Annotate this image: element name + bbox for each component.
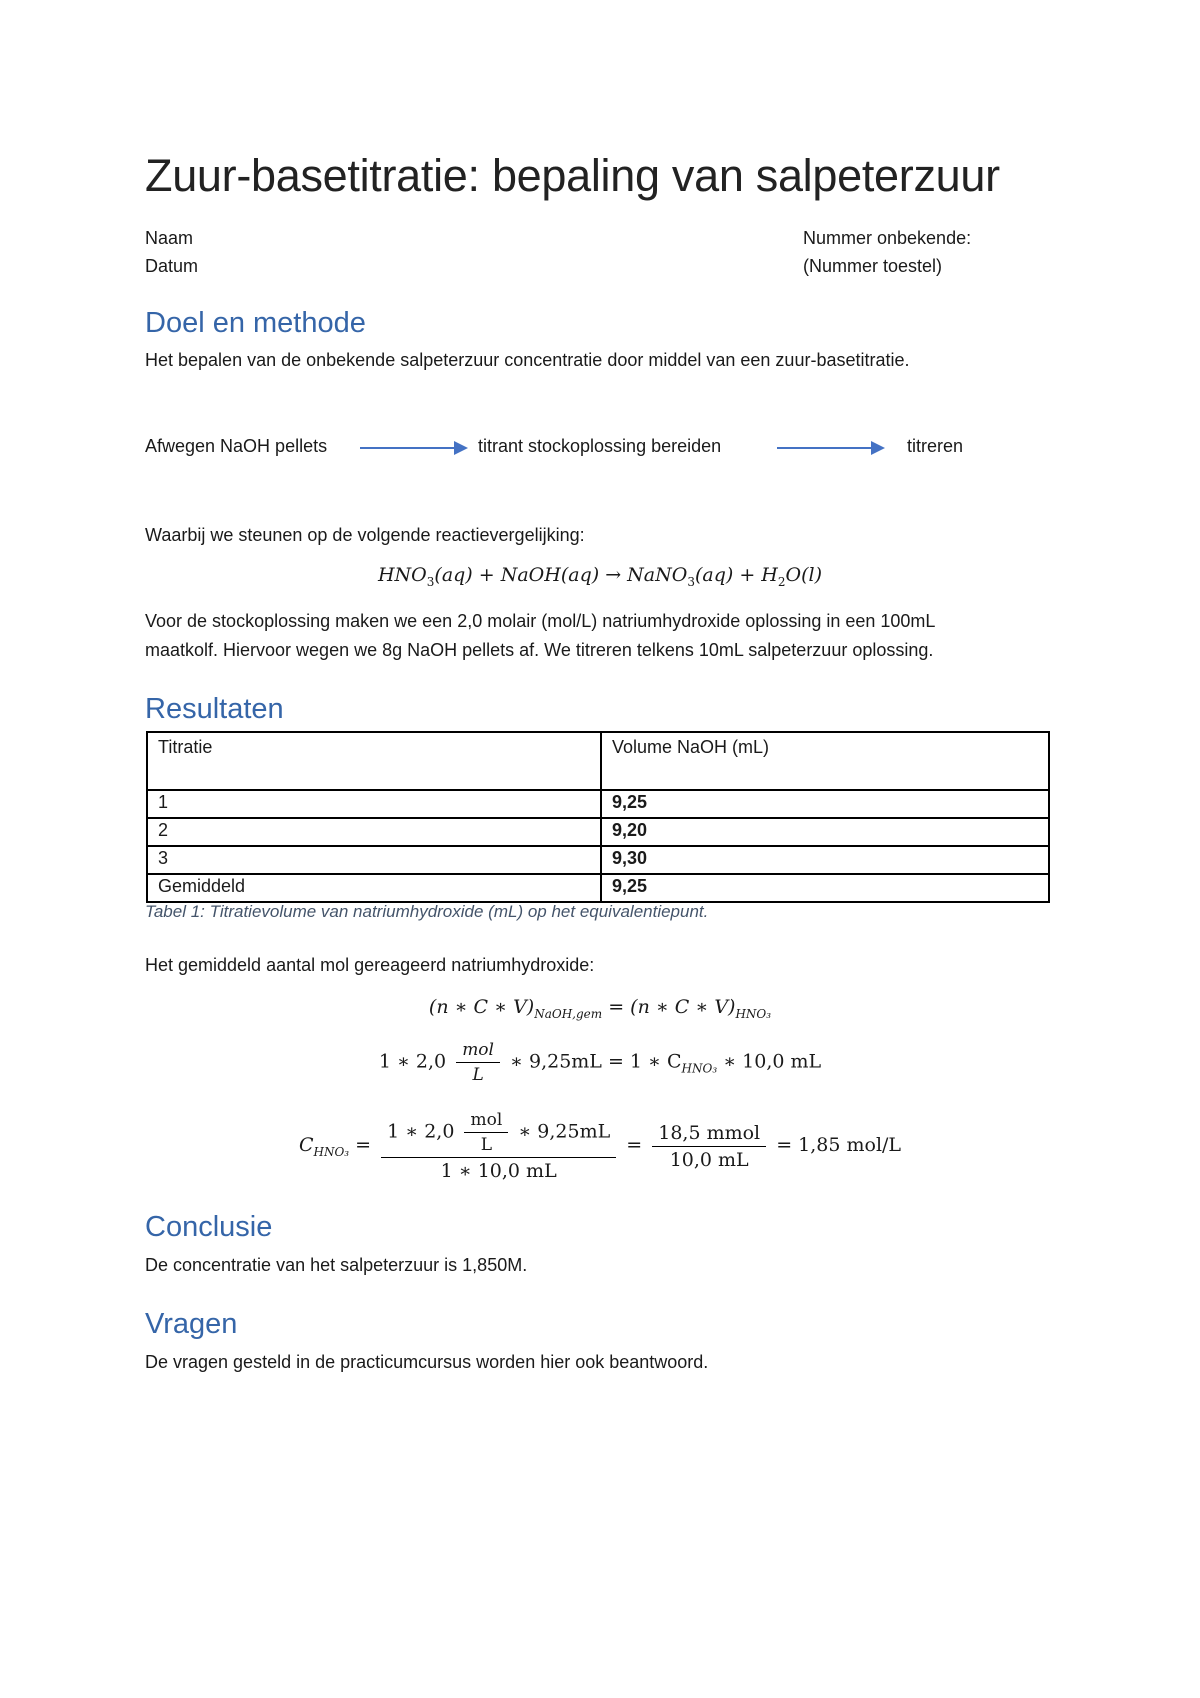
flow-arrow-2 bbox=[777, 447, 883, 449]
naam-label: Naam bbox=[145, 228, 194, 248]
page-title: Zuur-basetitratie: bepaling van salpeterzuur bbox=[145, 150, 1000, 201]
table-cell: 9,25 bbox=[601, 790, 1049, 818]
stock-text-line-2: maatkolf. Hiervoor wegen we 8g NaOH pellets af. We titreren telkens 10mL salpeterzuur oplossing. bbox=[145, 640, 934, 660]
table-row bbox=[147, 846, 1049, 874]
stock-text-line-1: Voor de stockoplossing maken we een 2,0 molair (mol/L) natriumhydroxide oplossing in een 100mL bbox=[145, 611, 936, 631]
doel-intro: Het bepalen van de onbekende salpeterzuur concentratie door middel van een zuur-basetitratie. bbox=[145, 350, 910, 370]
equation-3: $C_{HNO_3}$ = 1 ∗ 2,0 $\frac{\text{mol}}{L}$ ∗ 9,25mL 1 ∗ 10,0 mL = $\frac{\text{18,5 mmol}}{10,0 mL}$ = 1,85 mol/L bbox=[298, 1110, 902, 1182]
table-cell: 1 bbox=[147, 790, 601, 818]
section-heading-conclusie: Conclusie bbox=[145, 1211, 273, 1243]
table-cell: Gemiddeld bbox=[147, 874, 601, 902]
results-table bbox=[146, 731, 1050, 903]
table-header-cell: Titratie bbox=[147, 732, 601, 790]
section-heading-resultaten: Resultaten bbox=[145, 693, 284, 725]
table-cell: 9,25 bbox=[601, 874, 1049, 902]
flow-step-3: titreren bbox=[907, 436, 964, 456]
flow-step-1: Afwegen NaOH pellets bbox=[145, 436, 328, 456]
table-row bbox=[147, 790, 1049, 818]
table-cell: 2 bbox=[147, 818, 601, 846]
table-header-cell: Volume NaOH (mL) bbox=[601, 732, 1049, 790]
nummer-onbekende-label: Nummer onbekende: bbox=[803, 228, 972, 248]
table-row bbox=[147, 818, 1049, 846]
equation-2: 1 ∗ 2,0 $\frac{\text{mol}}{L}$ ∗ 9,25mL = 1 ∗ $C_{HNO_3}$ ∗ 10,0 mL bbox=[378, 1040, 822, 1085]
section-heading-doel: Doel en methode bbox=[145, 307, 366, 339]
equation-1: (n ∗ C ∗ $V)_{NaOH,gem} = (n$ ∗ C ∗ $V)_{HNO_3}$ bbox=[428, 996, 772, 1021]
table-cell: 9,20 bbox=[601, 818, 1049, 846]
datum-label: Datum bbox=[145, 256, 199, 276]
vragen-text: De vragen gesteld in de practicumcursus worden hier ook beantwoord. bbox=[145, 1352, 709, 1372]
table-row bbox=[147, 874, 1049, 902]
table-cell: 9,30 bbox=[601, 846, 1049, 874]
reaction-intro: Waarbij we steunen op de volgende reactievergelijking: bbox=[145, 525, 585, 545]
table-cell: 3 bbox=[147, 846, 601, 874]
mol-intro: Het gemiddeld aantal mol gereageerd natriumhydroxide: bbox=[145, 955, 595, 975]
section-heading-vragen: Vragen bbox=[145, 1308, 238, 1340]
nummer-toestel-label: (Nummer toestel) bbox=[803, 256, 943, 276]
flow-arrow-1 bbox=[360, 447, 466, 449]
flow-step-2: titrant stockoplossing bereiden bbox=[478, 436, 722, 456]
table-header-row bbox=[147, 732, 1049, 790]
table-caption: Tabel 1: Titratievolume van natriumhydroxide (mL) op het equivalentiepunt. bbox=[145, 902, 709, 921]
reaction-equation: $HNO_3(aq)$ + NaOH(aq) → NaNO$_3$(aq) + $H_2O(l)$ bbox=[377, 564, 822, 589]
conclusie-text: De concentratie van het salpeterzuur is 1,850M. bbox=[145, 1255, 528, 1275]
